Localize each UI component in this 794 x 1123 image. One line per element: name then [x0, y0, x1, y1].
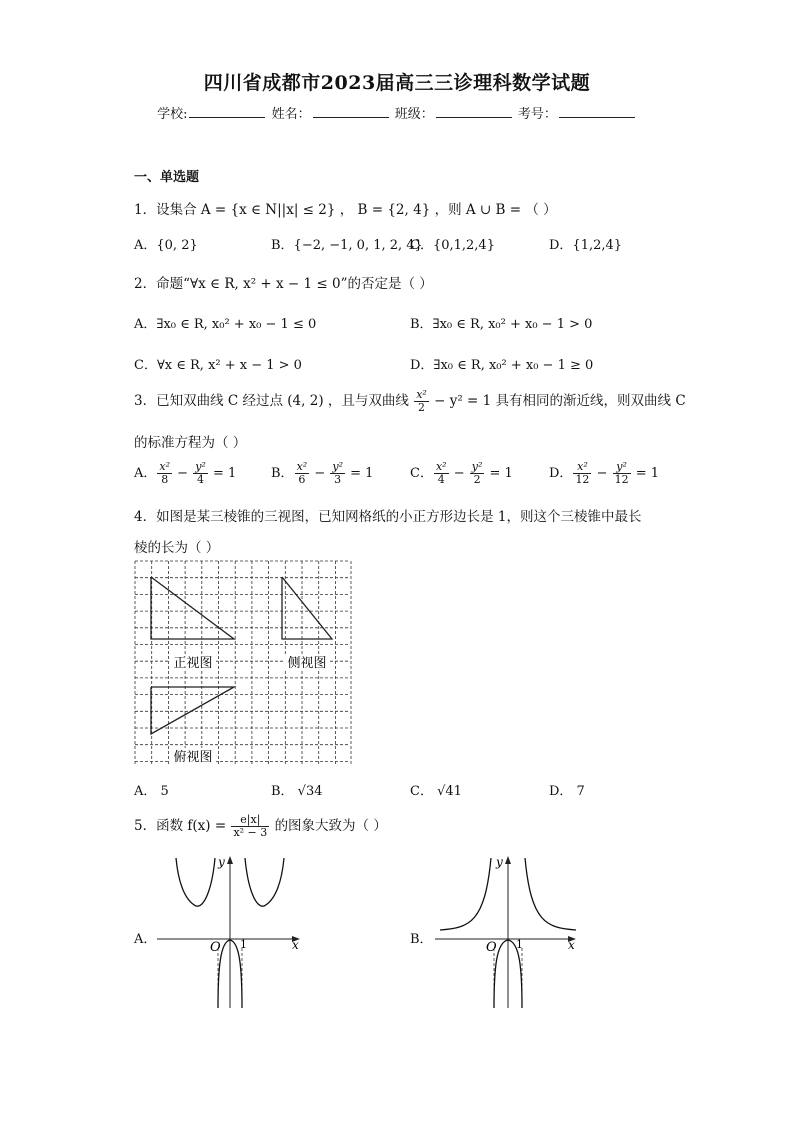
- minus-sign: −: [449, 466, 469, 481]
- q2-stem: 2．命题“∀x ∈ R, x² + x − 1 ≤ 0”的否定是（ ）: [134, 276, 433, 292]
- frac-num: x²: [435, 460, 447, 473]
- q2-option-a[interactable]: A．∃x₀ ∈ R, x₀² + x₀ − 1 ≤ 0: [134, 317, 317, 332]
- q3-stem-line1: [134, 389, 686, 414]
- q4-option-c[interactable]: C． √41: [410, 784, 462, 799]
- frac-num: y²: [613, 461, 631, 474]
- q2-option-c[interactable]: C．∀x ∈ R, x² + x − 1 > 0: [134, 358, 302, 373]
- option-label: D．: [549, 466, 573, 481]
- q1-option-d[interactable]: D．{1,2,4}: [549, 238, 623, 253]
- option-frac-1: [157, 461, 172, 486]
- three-view-figure: [134, 560, 352, 768]
- q5-stem: [134, 814, 387, 839]
- frac-den: 12: [575, 473, 590, 486]
- class-blank[interactable]: [436, 105, 512, 118]
- frac-den: 2: [473, 473, 481, 486]
- curve-left-branch: [440, 858, 491, 930]
- option-frac-2: [193, 461, 208, 486]
- equals-one: = 1: [631, 466, 660, 481]
- option-frac-1: [573, 461, 591, 486]
- q3-stem-line2: 的标准方程为（ ）: [134, 435, 247, 451]
- student-info-line: [0, 103, 794, 122]
- top-view-triangle: [151, 687, 234, 734]
- q3-frac-den: 2: [418, 401, 425, 414]
- q3-fraction: [414, 389, 429, 414]
- q4-stem-line2: 棱的长为（ ）: [134, 540, 220, 556]
- q5-graph-a: [152, 850, 312, 1010]
- minus-sign: −: [310, 466, 330, 481]
- frac-num: y²: [332, 460, 343, 473]
- q2-option-b[interactable]: B．∃x₀ ∈ R, x₀² + x₀ − 1 > 0: [410, 317, 593, 332]
- exam-no-label: 考号：: [517, 107, 557, 122]
- tick-1-label: 1: [240, 938, 247, 951]
- q1-option-b[interactable]: B．{−2, −1, 0, 1, 2, 4}: [271, 238, 423, 253]
- page-title: 四川省成都市2023届高三三诊理科数学试题: [203, 72, 591, 94]
- name-blank[interactable]: [313, 105, 389, 118]
- origin-label: O: [210, 940, 221, 955]
- q3-option-a[interactable]: [134, 461, 236, 486]
- y-axis-label: y: [496, 855, 503, 869]
- q3-stem-part2: − y² = 1 具有相同的渐近线，则双曲线 C: [434, 393, 686, 409]
- q4-stem-line1: 4．如图是某三棱锥的三视图，已知网格纸的小正方形边长是 1，则这个三棱锥中最长: [134, 509, 642, 525]
- q5-option-a[interactable]: A．: [134, 932, 157, 947]
- school-label: 学校:: [157, 107, 188, 122]
- minus-sign: −: [592, 466, 612, 481]
- q3-stem-part1: 3．已知双曲线 C 经过点 (4, 2) ，且与双曲线: [134, 393, 409, 409]
- q4-option-d[interactable]: D． 7: [549, 784, 585, 799]
- option-label: B．: [271, 466, 294, 481]
- q5-stem-part2: 的图象大致为（ ）: [274, 818, 387, 834]
- q1-option-a[interactable]: A．{0, 2}: [134, 238, 198, 253]
- curve-right-branch: [245, 858, 284, 906]
- origin-label: O: [486, 940, 497, 955]
- y-axis-label: y: [218, 855, 225, 869]
- option-frac-1: [434, 461, 449, 486]
- q3-option-b[interactable]: [271, 461, 373, 486]
- frac-den: 6: [298, 473, 306, 486]
- curve-left-branch: [176, 858, 215, 906]
- frac-den: 12: [614, 473, 629, 486]
- frac-num: y²: [471, 460, 483, 473]
- side-view-label: 侧视图: [287, 656, 327, 671]
- curve-right-branch: [525, 858, 576, 930]
- frac-den: 8: [161, 473, 169, 486]
- y-axis-arrow: [227, 856, 233, 864]
- option-frac-2: [613, 461, 631, 486]
- q2-option-d[interactable]: D．∃x₀ ∈ R, x₀² + x₀ − 1 ≥ 0: [410, 358, 594, 373]
- class-label: 班级：: [394, 107, 434, 122]
- x-axis-label: x: [568, 938, 575, 952]
- exam-no-blank[interactable]: [559, 105, 635, 118]
- name-label: 姓名：: [271, 107, 311, 122]
- q1-stem: 1．设集合 A = {x ∈ N||x| ≤ 2} ， B = {2, 4} ，则 A ∪ B = （ ）: [134, 202, 557, 218]
- q5-stem-part1: 5．函数 f(x) =: [134, 818, 227, 834]
- frac-num: y²: [195, 460, 206, 473]
- q5-fraction: [231, 814, 269, 839]
- option-frac-2: [330, 461, 345, 486]
- q4-option-a[interactable]: A． 5: [134, 784, 169, 799]
- front-view-triangle: [151, 577, 234, 639]
- q1-option-c[interactable]: C．{0,1,2,4}: [410, 238, 495, 253]
- q5-frac-num: e|x|: [231, 814, 269, 827]
- frac-num: x²: [159, 460, 171, 473]
- frac-den: 3: [334, 473, 342, 486]
- minus-sign: −: [173, 466, 193, 481]
- y-axis-arrow: [505, 856, 511, 864]
- option-frac-2: [470, 461, 485, 486]
- q5-graph-b: [430, 850, 590, 1010]
- equals-one: = 1: [345, 466, 374, 481]
- frac-den: 4: [437, 473, 445, 486]
- frac-num: x²: [573, 461, 591, 474]
- frac-num: x²: [296, 460, 308, 473]
- front-view-label: 正视图: [173, 656, 213, 671]
- q5-option-b[interactable]: B．: [410, 932, 433, 947]
- q4-option-b[interactable]: B． √34: [271, 784, 323, 799]
- q5-frac-den: x² − 3: [233, 826, 268, 839]
- option-label: A．: [134, 466, 157, 481]
- frac-den: 4: [197, 473, 204, 486]
- equals-one: = 1: [485, 466, 513, 481]
- equals-one: = 1: [208, 466, 237, 481]
- option-label: C．: [410, 466, 433, 481]
- section-title: 一、单选题: [134, 170, 200, 185]
- option-frac-1: [295, 461, 310, 486]
- q3-option-d[interactable]: [549, 461, 659, 486]
- school-blank[interactable]: [189, 105, 265, 118]
- top-view-label: 俯视图: [173, 750, 213, 765]
- q3-option-c[interactable]: [410, 461, 513, 486]
- q3-frac-num: x²: [416, 388, 427, 401]
- x-axis-label: x: [292, 938, 299, 952]
- tick-1-label: 1: [516, 938, 523, 951]
- side-view-triangle: [282, 577, 332, 639]
